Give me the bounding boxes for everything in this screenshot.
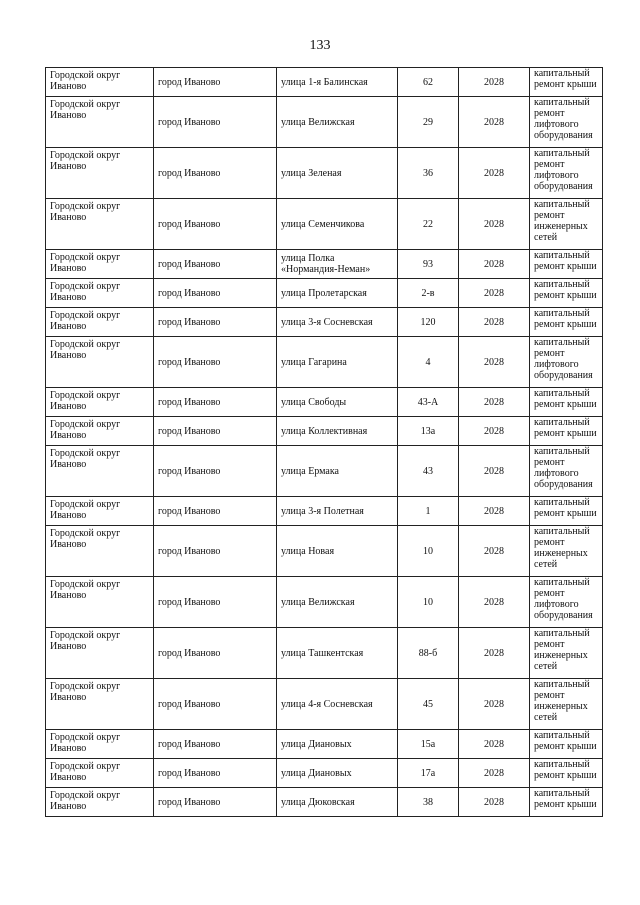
work-type-cell: капитальный ремонт крыши bbox=[530, 68, 603, 97]
city-cell: город Иваново bbox=[154, 97, 277, 148]
house-number-cell: 2-в bbox=[398, 279, 459, 308]
year-cell: 2028 bbox=[459, 97, 530, 148]
table-row bbox=[46, 577, 603, 628]
repair-schedule-table bbox=[45, 67, 603, 817]
street-cell: улица Полка «Нормандия-Неман» bbox=[277, 250, 398, 279]
street-cell: улица Пролетарская bbox=[277, 279, 398, 308]
street-cell: улица Ермака bbox=[277, 446, 398, 497]
city-cell: город Иваново bbox=[154, 628, 277, 679]
street-cell: улица Велижская bbox=[277, 577, 398, 628]
city-cell: город Иваново bbox=[154, 759, 277, 788]
work-type-cell: капитальный ремонт крыши bbox=[530, 759, 603, 788]
city-cell: город Иваново bbox=[154, 68, 277, 97]
street-cell: улица Зеленая bbox=[277, 148, 398, 199]
work-type-cell: капитальный ремонт крыши bbox=[530, 788, 603, 817]
district-cell: Городской округ Иваново bbox=[46, 446, 154, 497]
table-row bbox=[46, 250, 603, 279]
district-cell: Городской округ Иваново bbox=[46, 577, 154, 628]
work-type-cell: капитальный ремонт лифтового оборудования bbox=[530, 337, 603, 388]
table-row bbox=[46, 759, 603, 788]
year-cell: 2028 bbox=[459, 628, 530, 679]
work-type-cell: капитальный ремонт крыши bbox=[530, 417, 603, 446]
house-number-cell: 43 bbox=[398, 446, 459, 497]
work-type-cell: капитальный ремонт крыши bbox=[530, 388, 603, 417]
work-type-cell: капитальный ремонт лифтового оборудования bbox=[530, 446, 603, 497]
table-row bbox=[46, 730, 603, 759]
street-cell: улица 3-я Сосневская bbox=[277, 308, 398, 337]
work-type-cell: капитальный ремонт крыши bbox=[530, 308, 603, 337]
city-cell: город Иваново bbox=[154, 417, 277, 446]
table-row bbox=[46, 526, 603, 577]
city-cell: город Иваново bbox=[154, 730, 277, 759]
street-cell: улица Гагарина bbox=[277, 337, 398, 388]
city-cell: город Иваново bbox=[154, 250, 277, 279]
district-cell: Городской округ Иваново bbox=[46, 250, 154, 279]
table-row bbox=[46, 446, 603, 497]
house-number-cell: 45 bbox=[398, 679, 459, 730]
year-cell: 2028 bbox=[459, 337, 530, 388]
year-cell: 2028 bbox=[459, 526, 530, 577]
house-number-cell: 38 bbox=[398, 788, 459, 817]
district-cell: Городской округ Иваново bbox=[46, 199, 154, 250]
city-cell: город Иваново bbox=[154, 788, 277, 817]
street-cell: улица Коллективная bbox=[277, 417, 398, 446]
house-number-cell: 43-А bbox=[398, 388, 459, 417]
district-cell: Городской округ Иваново bbox=[46, 337, 154, 388]
year-cell: 2028 bbox=[459, 679, 530, 730]
district-cell: Городской округ Иваново bbox=[46, 497, 154, 526]
house-number-cell: 15а bbox=[398, 730, 459, 759]
work-type-cell: капитальный ремонт лифтового оборудования bbox=[530, 148, 603, 199]
city-cell: город Иваново bbox=[154, 199, 277, 250]
district-cell: Городской округ Иваново bbox=[46, 628, 154, 679]
house-number-cell: 120 bbox=[398, 308, 459, 337]
city-cell: город Иваново bbox=[154, 446, 277, 497]
table-row bbox=[46, 497, 603, 526]
work-type-cell: капитальный ремонт лифтового оборудования bbox=[530, 97, 603, 148]
table-row bbox=[46, 68, 603, 97]
street-cell: улица Велижская bbox=[277, 97, 398, 148]
district-cell: Городской округ Иваново bbox=[46, 759, 154, 788]
street-cell: улица Свободы bbox=[277, 388, 398, 417]
district-cell: Городской округ Иваново bbox=[46, 388, 154, 417]
city-cell: город Иваново bbox=[154, 279, 277, 308]
table-row bbox=[46, 388, 603, 417]
year-cell: 2028 bbox=[459, 577, 530, 628]
work-type-cell: капитальный ремонт крыши bbox=[530, 497, 603, 526]
district-cell: Городской округ Иваново bbox=[46, 97, 154, 148]
house-number-cell: 10 bbox=[398, 526, 459, 577]
house-number-cell: 62 bbox=[398, 68, 459, 97]
year-cell: 2028 bbox=[459, 250, 530, 279]
year-cell: 2028 bbox=[459, 759, 530, 788]
street-cell: улица Новая bbox=[277, 526, 398, 577]
house-number-cell: 36 bbox=[398, 148, 459, 199]
work-type-cell: капитальный ремонт крыши bbox=[530, 279, 603, 308]
street-cell: улица Ташкентская bbox=[277, 628, 398, 679]
year-cell: 2028 bbox=[459, 388, 530, 417]
year-cell: 2028 bbox=[459, 199, 530, 250]
city-cell: город Иваново bbox=[154, 577, 277, 628]
work-type-cell: капитальный ремонт инженерных сетей bbox=[530, 526, 603, 577]
house-number-cell: 13а bbox=[398, 417, 459, 446]
year-cell: 2028 bbox=[459, 68, 530, 97]
city-cell: город Иваново bbox=[154, 308, 277, 337]
district-cell: Городской округ Иваново bbox=[46, 68, 154, 97]
house-number-cell: 4 bbox=[398, 337, 459, 388]
city-cell: город Иваново bbox=[154, 526, 277, 577]
table-row bbox=[46, 417, 603, 446]
table-row bbox=[46, 788, 603, 817]
table-row bbox=[46, 679, 603, 730]
street-cell: улица Семенчикова bbox=[277, 199, 398, 250]
table-body bbox=[46, 68, 603, 817]
table-row bbox=[46, 199, 603, 250]
house-number-cell: 17а bbox=[398, 759, 459, 788]
year-cell: 2028 bbox=[459, 308, 530, 337]
year-cell: 2028 bbox=[459, 497, 530, 526]
house-number-cell: 1 bbox=[398, 497, 459, 526]
work-type-cell: капитальный ремонт инженерных сетей bbox=[530, 679, 603, 730]
district-cell: Городской округ Иваново bbox=[46, 679, 154, 730]
street-cell: улица Диановых bbox=[277, 730, 398, 759]
table-row bbox=[46, 308, 603, 337]
district-cell: Городской округ Иваново bbox=[46, 148, 154, 199]
city-cell: город Иваново bbox=[154, 679, 277, 730]
work-type-cell: капитальный ремонт инженерных сетей bbox=[530, 628, 603, 679]
street-cell: улица 1-я Балинская bbox=[277, 68, 398, 97]
table-row bbox=[46, 97, 603, 148]
district-cell: Городской округ Иваново bbox=[46, 526, 154, 577]
district-cell: Городской округ Иваново bbox=[46, 730, 154, 759]
work-type-cell: капитальный ремонт крыши bbox=[530, 250, 603, 279]
city-cell: город Иваново bbox=[154, 337, 277, 388]
house-number-cell: 88-б bbox=[398, 628, 459, 679]
district-cell: Городской округ Иваново bbox=[46, 308, 154, 337]
house-number-cell: 29 bbox=[398, 97, 459, 148]
work-type-cell: капитальный ремонт инженерных сетей bbox=[530, 199, 603, 250]
table-row bbox=[46, 628, 603, 679]
house-number-cell: 10 bbox=[398, 577, 459, 628]
year-cell: 2028 bbox=[459, 788, 530, 817]
district-cell: Городской округ Иваново bbox=[46, 279, 154, 308]
work-type-cell: капитальный ремонт крыши bbox=[530, 730, 603, 759]
city-cell: город Иваново bbox=[154, 148, 277, 199]
street-cell: улица Дюковская bbox=[277, 788, 398, 817]
year-cell: 2028 bbox=[459, 730, 530, 759]
city-cell: город Иваново bbox=[154, 388, 277, 417]
year-cell: 2028 bbox=[459, 446, 530, 497]
work-type-cell: капитальный ремонт лифтового оборудования bbox=[530, 577, 603, 628]
street-cell: улица 3-я Полетная bbox=[277, 497, 398, 526]
city-cell: город Иваново bbox=[154, 497, 277, 526]
district-cell: Городской округ Иваново bbox=[46, 417, 154, 446]
house-number-cell: 93 bbox=[398, 250, 459, 279]
street-cell: улица Диановых bbox=[277, 759, 398, 788]
district-cell: Городской округ Иваново bbox=[46, 788, 154, 817]
page-number: 133 bbox=[309, 38, 331, 53]
year-cell: 2028 bbox=[459, 417, 530, 446]
year-cell: 2028 bbox=[459, 148, 530, 199]
table-row bbox=[46, 279, 603, 308]
year-cell: 2028 bbox=[459, 279, 530, 308]
table-row bbox=[46, 148, 603, 199]
house-number-cell: 22 bbox=[398, 199, 459, 250]
table-row bbox=[46, 337, 603, 388]
street-cell: улица 4-я Сосневская bbox=[277, 679, 398, 730]
